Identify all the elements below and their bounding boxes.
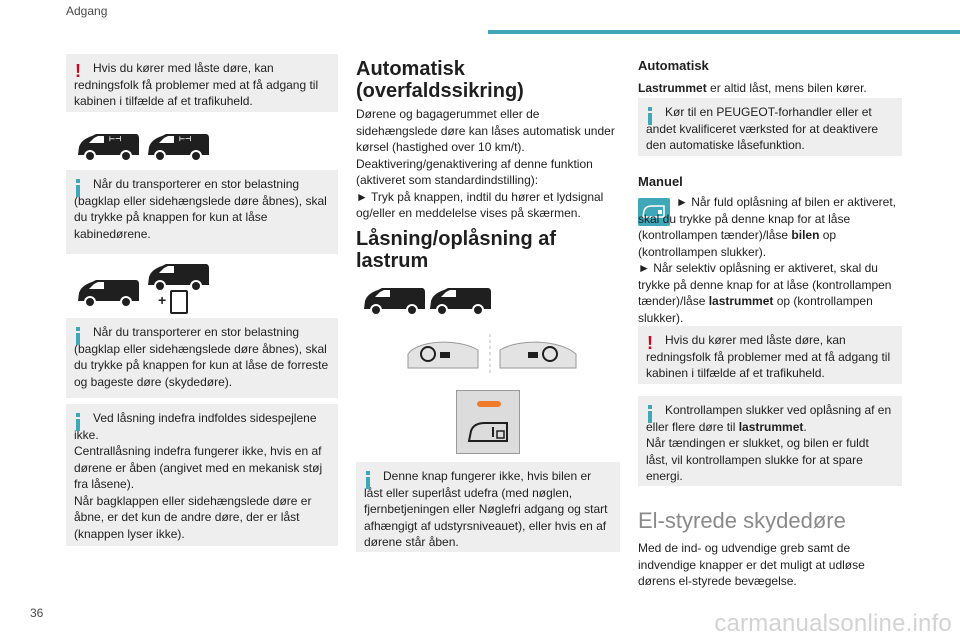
info-note-text: Når du transporterer en stor belastning (bagklap eller sidehængslede døre åbnes), skal du trykke på knappen for kun at låse de forreste og bageste døre (skydedøre).	[74, 325, 329, 389]
info-note-button-inactive	[356, 462, 620, 552]
van-lock-icon	[428, 286, 492, 316]
indicator-lamp-icon	[477, 401, 501, 407]
info-note-line: Ved låsning indefra indfoldes sidespejlene ikke.	[74, 411, 317, 442]
warning-note-text: Hvis du kører med låste døre, kan redningsfolk få problemer med at få adgang til kabinen i tilfælde af et trafikuheld.	[646, 333, 891, 380]
info-note-line: Når tændingen er slukket, og bilen er fuldt låst, vil kontrollampen slukke for at spare energi.	[646, 436, 869, 483]
sliding-door-lock-icon: +	[158, 290, 188, 316]
van-lock-icon	[146, 262, 210, 292]
paragraph: Med de ind- og udvendige greb samt de indvendige knapper er det muligt at udløse dørens el-styrede bevægelse.	[638, 541, 865, 588]
watermark: carmanualsonline.info	[714, 610, 952, 637]
info-note-internal-locking	[66, 404, 338, 546]
bold-term: bilen	[791, 228, 820, 242]
dashboard-illustration	[404, 330, 580, 378]
paragraph-line: ► Tryk på knappen, indtil du hører et lydsignal og/eller en meddelelse vises på skærmen.	[356, 189, 604, 220]
van-lock-icon	[146, 132, 210, 162]
van-lock-icon	[76, 278, 140, 308]
heading-manual: Manuel	[638, 174, 683, 189]
info-note-sliding-doors	[66, 318, 338, 398]
bold-term: lastrummet	[738, 419, 804, 434]
warning-note-locked-doors	[66, 54, 338, 112]
heading-automatic-anti-hijack: Automatisk (overfaldssikring)	[356, 58, 524, 102]
van-lock-icon	[362, 286, 426, 316]
info-note-line: Når bagklappen eller sidehængslede døre er åbne, er det kun de andre døre, der er låst (knappen lyser ikke).	[74, 493, 312, 541]
paragraph-line: Dørene og bagagerummet eller de sidehængslede døre kan låses automatisk under kørsel (hastighed over 10 km/t).	[356, 107, 615, 154]
page-number: 36	[30, 606, 44, 620]
paragraph	[356, 106, 620, 222]
manual-instructions	[638, 194, 902, 326]
info-note-cabin-lock	[66, 170, 338, 254]
instruction: ► Når fuld oplåsning af bilen er aktiveret, skal du trykke på denne knap for at låse (kontrollampen tænder)/låse bilen op (kontrollampen slukker).	[638, 195, 896, 259]
paragraph-line: Deaktivering/genaktivering af denne funktion (aktiveret som standardindstilling):	[356, 156, 593, 187]
bold-term: Lastrummet	[638, 81, 707, 95]
info-note-dealer	[638, 98, 902, 156]
paragraph	[638, 80, 902, 97]
warning-note-locked-doors	[638, 326, 902, 384]
bold-term: lastrummet	[708, 294, 774, 308]
header-accent-bar	[488, 30, 960, 34]
info-note-text: Kør til en PEUGEOT-forhandler eller et andet kvalificeret værksted for at deaktivere den automatiske låsefunktion.	[646, 105, 879, 152]
info-note-text: Når du transporterer en stor belastning (bagklap eller sidehængslede døre åbnes), skal du trykke på knappen for kun at låse kabinedørene.	[74, 177, 327, 241]
info-note-text: Denne knap fungerer ikke, hvis bilen er låst eller superlåst udefra (med nøglen, fjernbetjeningen eller Nøglefri adgang og start afhængigt af udstyrsniveauet), eller hvis en af dørene står åben.	[364, 469, 608, 549]
heading-electric-sliding-doors: El-styrede skydedøre	[638, 508, 846, 533]
svg-text:⊢⊣: ⊢⊣	[179, 136, 192, 143]
info-note-line: Centrallåsning indefra fungerer ikke, hvis en af dørene er åben (angivet med en mekanisk støj fra låsene).	[74, 444, 323, 491]
heading-lock-cargo: Låsning/oplåsning af lastrum	[356, 228, 557, 272]
svg-text:⊢⊣: ⊢⊣	[109, 136, 122, 143]
info-note-indicator-lamp	[638, 396, 902, 486]
info-note-line: Kontrollampen slukker ved oplåsning af en eller flere døre til lastrummet.	[646, 403, 892, 434]
warning-note-text: Hvis du kører med låste døre, kan redningsfolk få problemer med at få adgang til kabinen i tilfælde af et trafikuheld.	[74, 61, 319, 108]
warning-icon: !	[647, 333, 653, 353]
van-lock-icon	[76, 132, 140, 162]
cargo-lock-button[interactable]	[456, 390, 520, 454]
heading-automatic: Automatisk	[638, 58, 709, 73]
warning-icon: !	[75, 61, 81, 81]
instruction: ► Når selektiv oplåsning er aktiveret, skal du trykke på denne knap for at låse (kontrollampen tænder)/låse lastrummet op (kontrollampen slukker).	[638, 261, 892, 325]
cargo-van-lock-icon	[467, 419, 511, 445]
paragraph-text: er altid låst, mens bilen kører.	[706, 81, 867, 95]
section-header: Adgang	[66, 4, 108, 18]
